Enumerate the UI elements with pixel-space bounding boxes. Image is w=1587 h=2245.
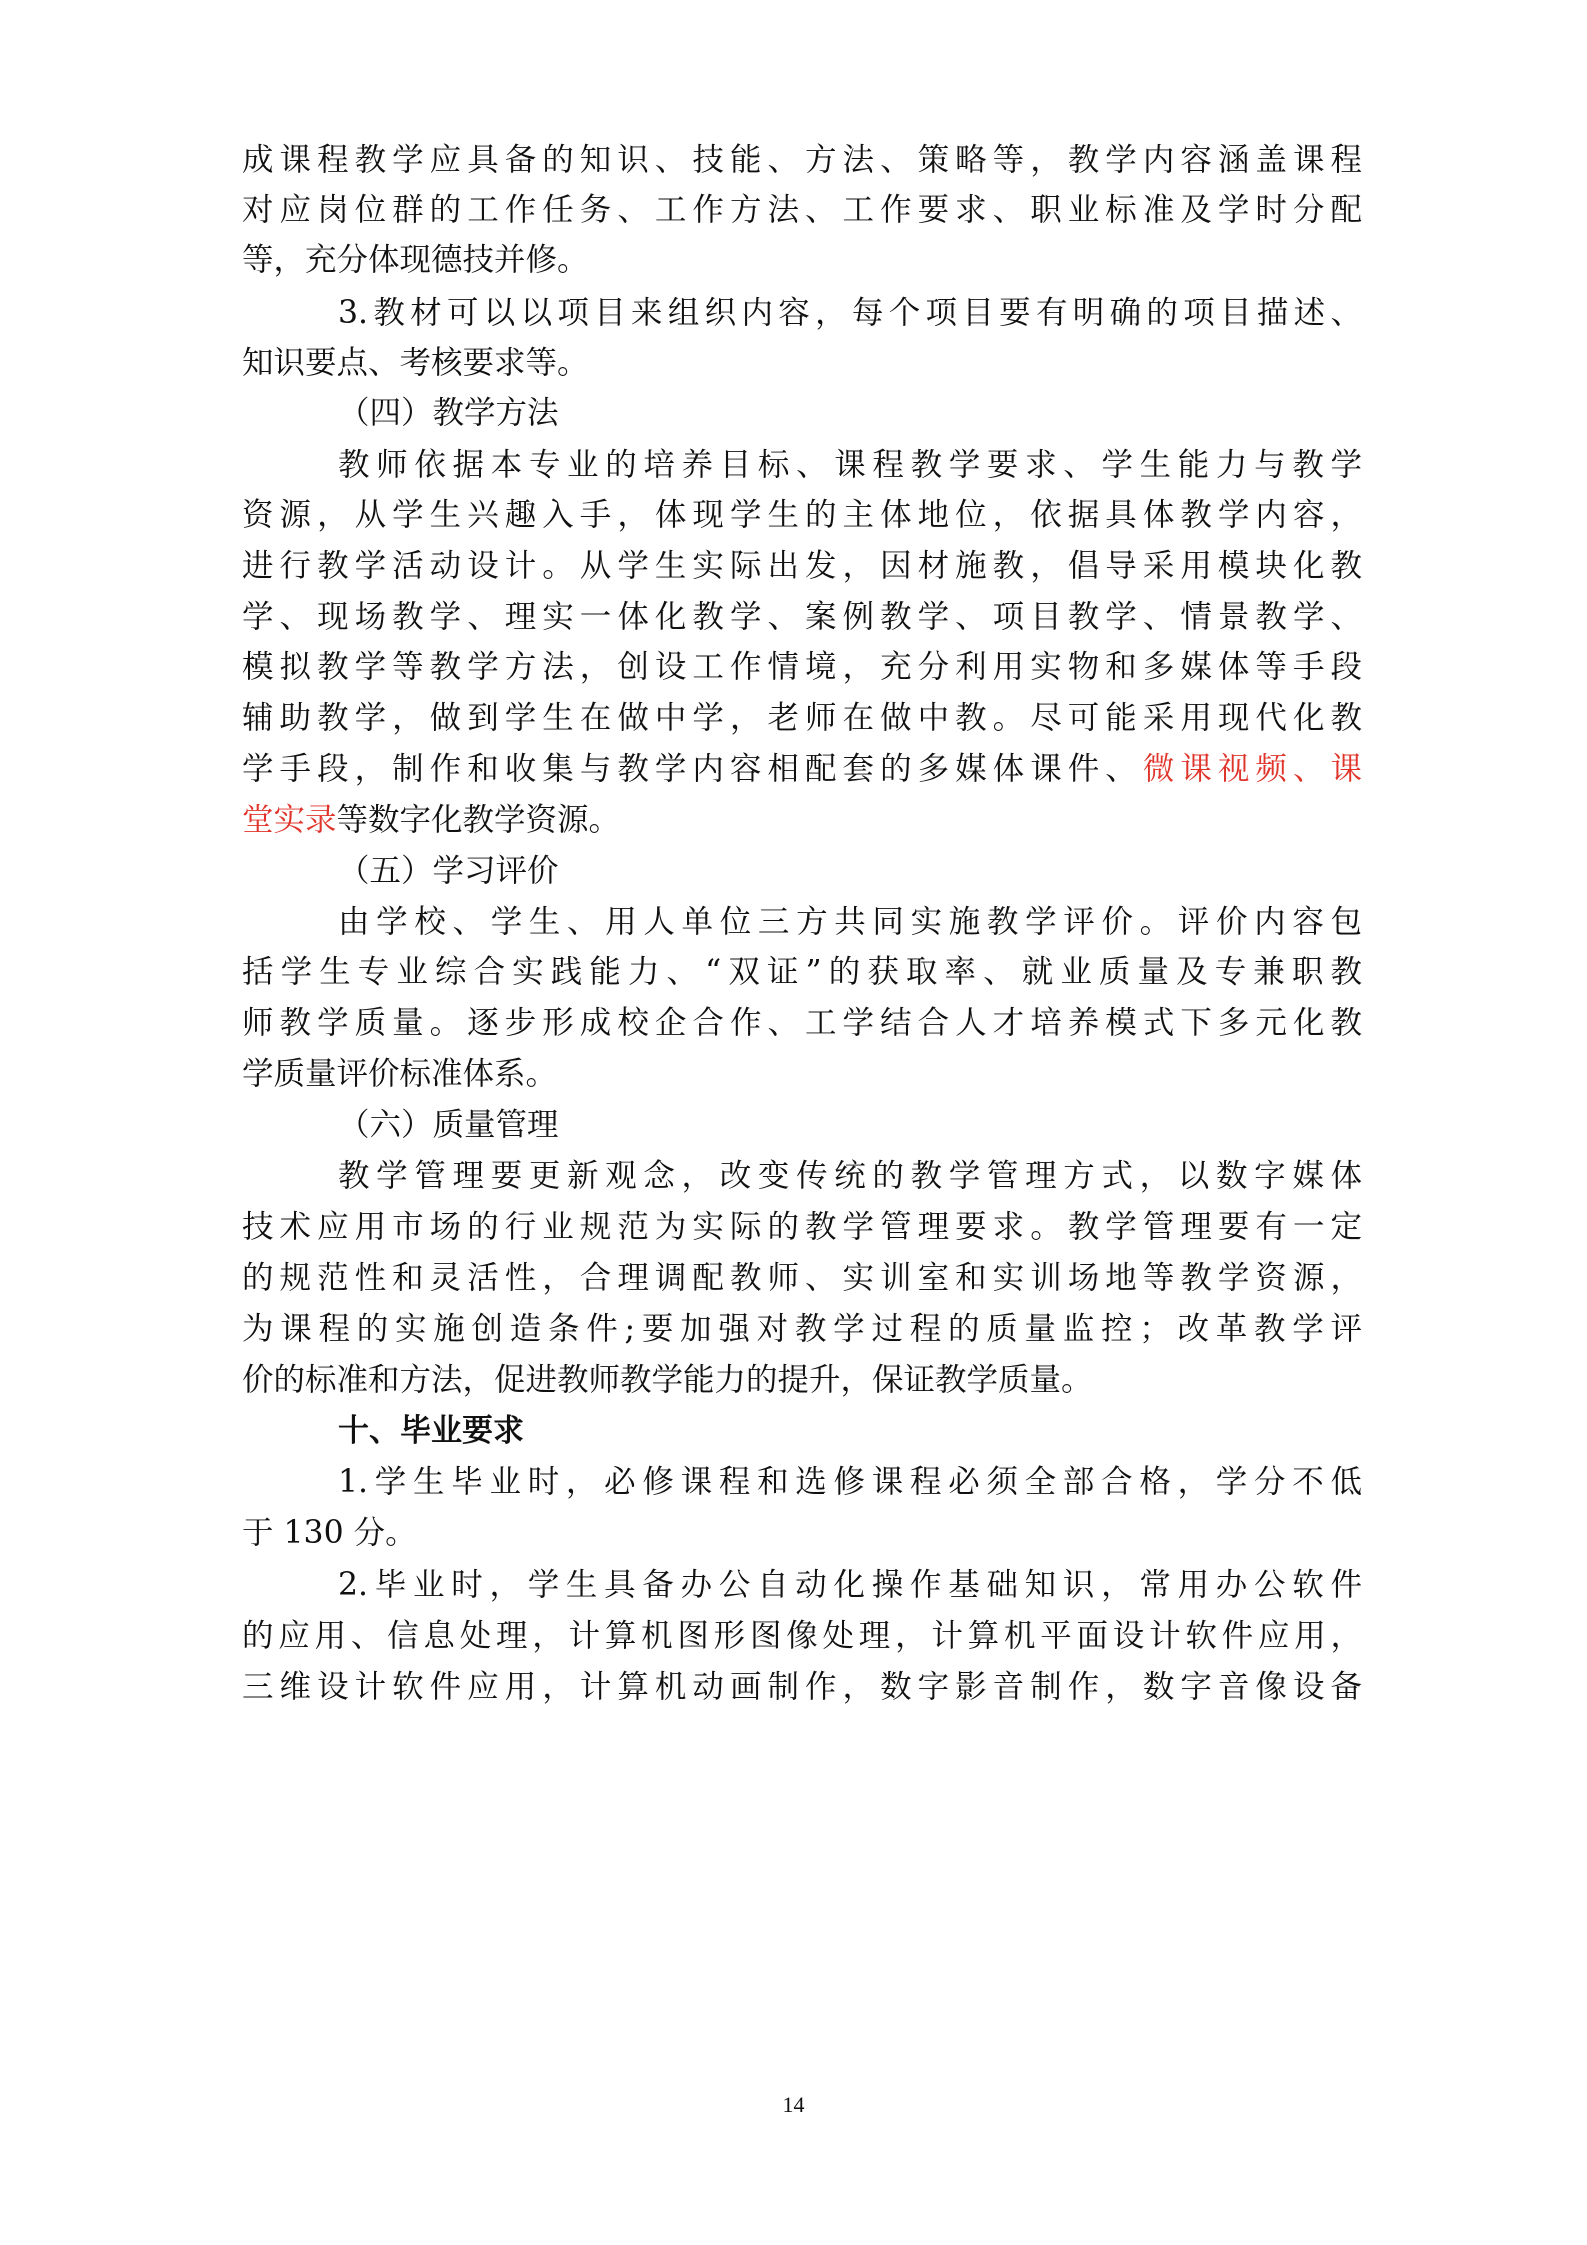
body-line: 为课程的实施创造条件;要加强对教学过程的质量监控；改革教学评 (242, 1311, 1362, 1347)
body-line: 价的标准和方法，促进教师教学能力的提升，保证教学质量。 (242, 1362, 1093, 1398)
highlighted-text: 微课视频、课 (1142, 751, 1362, 787)
body-line: 辅助教学，做到学生在做中学，老师在做中教。尽可能采用现代化教 (242, 700, 1362, 736)
body-line (242, 800, 1362, 840)
body-line: 等，充分体现德技并修。 (242, 242, 589, 278)
body-line: 资源，从学生兴趣入手，体现学生的主体地位，依据具体教学内容， (242, 497, 1362, 533)
body-line: 师教学质量。逐步形成校企合作、工学结合人才培养模式下多元化教 (242, 1005, 1362, 1041)
chapter-heading-graduation-requirements: 十、毕业要求 (338, 1413, 524, 1449)
section-heading-teaching-methods: （四）教学方法 (338, 395, 559, 431)
body-line: 于 130 分。 (242, 1515, 417, 1551)
body-text: 学手段，制作和收集与教学内容相配套的多媒体课件、 (242, 751, 1143, 787)
body-line: 技术应用市场的行业规范为实际的教学管理要求。教学管理要有一定 (242, 1209, 1362, 1245)
body-line: 教师依据本专业的培养目标、课程教学要求、学生能力与教学 (338, 447, 1362, 483)
body-line: 进行教学活动设计。从学生实际出发，因材施教，倡导采用模块化教 (242, 548, 1362, 584)
body-line: 学质量评价标准体系。 (242, 1056, 558, 1092)
body-line: 2.毕业时，学生具备办公自动化操作基础知识，常用办公软件 (338, 1567, 1362, 1603)
body-text: 等数字化教学资源。 (336, 802, 621, 838)
body-line: 的规范性和灵活性，合理调配教师、实训室和实训场地等教学资源， (242, 1260, 1362, 1296)
body-line: 3.教材可以以项目来组织内容，每个项目要有明确的项目描述、 (338, 295, 1362, 331)
body-line: 括学生专业综合实践能力、“双证”的获取率、就业质量及专兼职教 (242, 954, 1362, 990)
body-line: 三维设计软件应用，计算机动画制作，数字影音制作，数字音像设备 (242, 1669, 1362, 1705)
section-heading-quality-management: （六）质量管理 (338, 1107, 559, 1143)
body-line: 知识要点、考核要求等。 (242, 345, 589, 381)
page-number: 14 (782, 2092, 805, 2117)
body-line: 由学校、学生、用人单位三方共同实施教学评价。评价内容包 (338, 904, 1362, 940)
highlighted-text: 堂实录 (242, 802, 337, 838)
body-line (242, 749, 1362, 789)
body-line: 学、现场教学、理实一体化教学、案例教学、项目教学、情景教学、 (242, 599, 1362, 635)
body-line: 1.学生毕业时，必修课程和选修课程必须全部合格，学分不低 (338, 1464, 1362, 1500)
body-line: 对应岗位群的工作任务、工作方法、工作要求、职业标准及学时分配 (242, 192, 1362, 228)
body-line: 教学管理要更新观念，改变传统的教学管理方式，以数字媒体 (338, 1158, 1362, 1194)
body-line: 成课程教学应具备的知识、技能、方法、策略等，教学内容涵盖课程 (242, 142, 1362, 178)
section-heading-learning-evaluation: （五）学习评价 (338, 853, 559, 889)
body-line: 模拟教学等教学方法，创设工作情境，充分利用实物和多媒体等手段 (242, 649, 1362, 685)
body-line: 的应用、信息处理，计算机图形图像处理，计算机平面设计软件应用， (242, 1618, 1362, 1654)
